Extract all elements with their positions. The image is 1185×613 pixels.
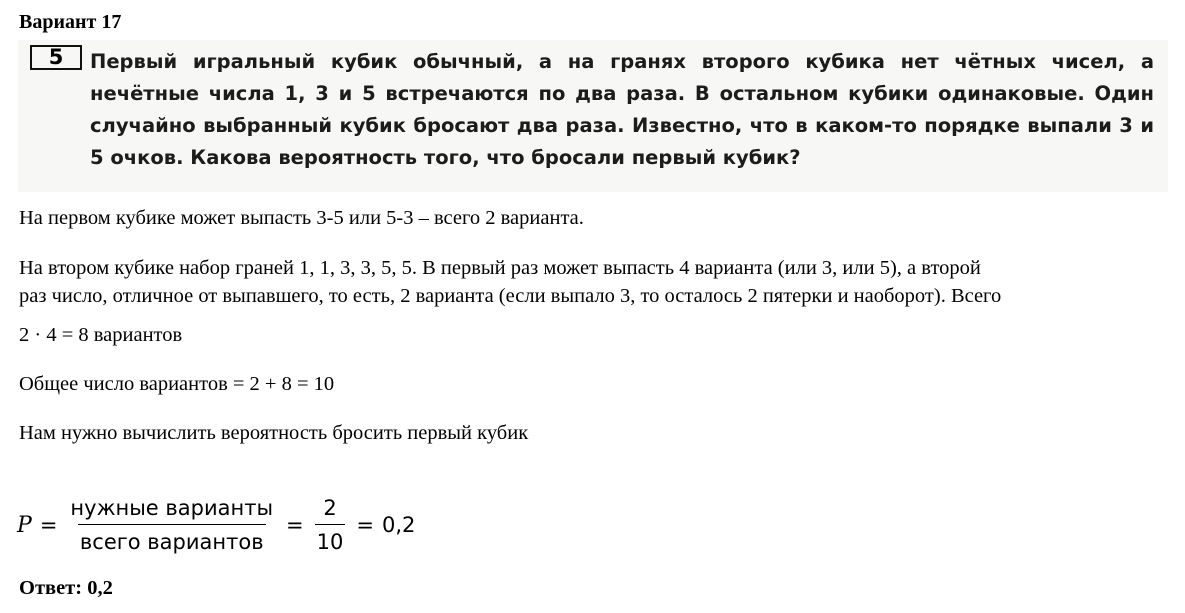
fraction-numbers-denominator: 10	[315, 524, 346, 554]
formula-equals-3: =	[356, 513, 374, 537]
formula-equals-2: =	[286, 513, 304, 537]
formula-equals-1: =	[39, 513, 58, 537]
probability-formula	[17, 490, 415, 560]
fraction-words	[68, 496, 275, 554]
fraction-numbers-numerator: 2	[323, 496, 337, 520]
fraction-words-numerator: нужные варианты	[70, 496, 274, 520]
solution-paragraph-1: На первом кубике может выпасть 3-5 или 5-3 – всего 2 варианта.	[19, 207, 584, 229]
solution-paragraph-3: 2 · 4 = 8 вариантов	[19, 324, 183, 346]
task-number-badge: 5	[30, 45, 82, 70]
task-text: Первый игральный кубик обычный, а на гранях второго кубика нет чётных чисел, а нечётные числа 1, 3 и 5 встречаются по два раза. В остальном кубики одинаковые. Один случайно выбранный кубик бросают два раза. Известно, что в каком-то порядке выпали 3 и 5 очков. Какова вероятность того, что бросали первый кубик?	[90, 50, 1154, 169]
solution-paragraph-5: Нам нужно вычислить вероятность бросить первый кубик	[19, 422, 529, 444]
answer: Ответ: 0,2	[19, 577, 113, 599]
formula-result: 0,2	[382, 513, 416, 537]
solution-paragraph-4: Общее число вариантов = 2 + 8 = 10	[19, 373, 335, 395]
variant-title: Вариант 17	[19, 11, 122, 33]
solution-paragraph-2-line-2: раз число, отличное от выпавшего, то есть, 2 варианта (если выпало 3, то осталось 2 пятерки и наоборот). Всего	[19, 285, 1002, 307]
formula-variable: P	[17, 512, 32, 538]
fraction-numbers	[315, 496, 346, 554]
fraction-words-denominator: всего вариантов	[78, 524, 266, 554]
solution-paragraph-2-line-1: На втором кубике набор граней 1, 1, 3, 3, 5, 5. В первый раз может выпасть 4 варианта (или 3, или 5), а второй	[19, 257, 981, 279]
task-statement-scan	[18, 40, 1168, 192]
